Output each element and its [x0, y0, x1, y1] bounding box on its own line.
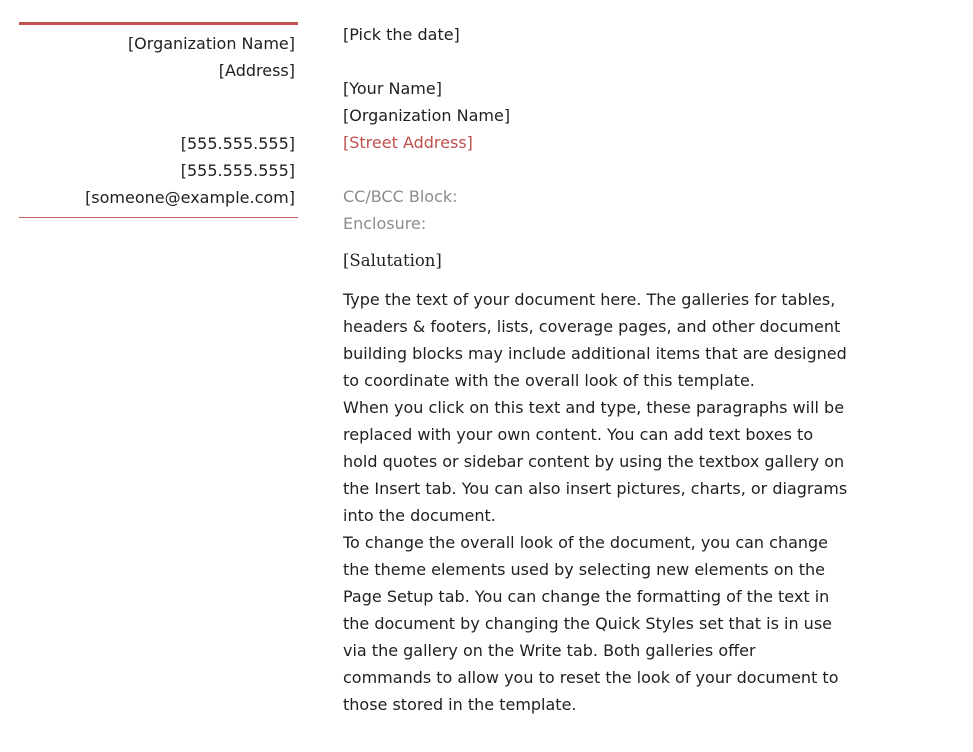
blank-line	[343, 48, 843, 75]
date-field[interactable]: [Pick the date]	[343, 25, 460, 44]
body-line: Type the text of your document here. The galleries for tables,	[343, 290, 836, 309]
sender-fax[interactable]: [555.555.555]	[180, 161, 295, 180]
blank-line	[343, 156, 843, 183]
sender-phone[interactable]: [555.555.555]	[180, 134, 295, 153]
sidebar-spacer	[19, 84, 295, 130]
body-line: via the gallery on the Write tab. Both galleries offer	[343, 641, 756, 660]
recipient-street-address[interactable]: [Street Address]	[343, 133, 473, 152]
enclosure-line[interactable]: Enclosure:	[343, 214, 427, 233]
body-line: into the document.	[343, 506, 496, 525]
sender-email[interactable]: [someone@example.com]	[85, 188, 295, 207]
sidebar-bottom-rule	[19, 217, 298, 218]
sender-details	[19, 25, 298, 211]
body-line: When you click on this text and type, these paragraphs will be	[343, 398, 845, 417]
sender-address[interactable]: [Address]	[218, 61, 295, 80]
body-line: replaced with your own content. You can add text boxes to	[343, 425, 814, 444]
letter-body	[343, 21, 848, 718]
recipient-organization[interactable]: [Organization Name]	[343, 106, 511, 125]
body-line: the Insert tab. You can also insert pictures, charts, or diagrams	[343, 479, 848, 498]
salutation[interactable]: [Salutation]	[343, 251, 442, 270]
body-line: building blocks may include additional items that are designed	[343, 344, 847, 363]
sender-organization-name[interactable]: [Organization Name]	[127, 34, 295, 53]
body-line: the document by changing the Quick Styles set that is in use	[343, 614, 832, 633]
body-line: To change the overall look of the document, you can change	[343, 533, 829, 552]
body-line: to coordinate with the overall look of this template.	[343, 371, 755, 390]
recipient-name[interactable]: [Your Name]	[343, 79, 442, 98]
body-line: Page Setup tab. You can change the formatting of the text in	[343, 587, 830, 606]
body-line: headers & footers, lists, coverage pages, and other document	[343, 317, 841, 336]
body-line: hold quotes or sidebar content by using the textbox gallery on	[343, 452, 845, 471]
body-line: commands to allow you to reset the look of your document to	[343, 668, 839, 687]
body-line: those stored in the template.	[343, 695, 577, 714]
cc-bcc-block[interactable]: CC/BCC Block:	[343, 187, 458, 206]
sender-sidebar	[19, 22, 298, 218]
body-text[interactable]	[343, 286, 848, 718]
body-line: the theme elements used by selecting new elements on the	[343, 560, 825, 579]
